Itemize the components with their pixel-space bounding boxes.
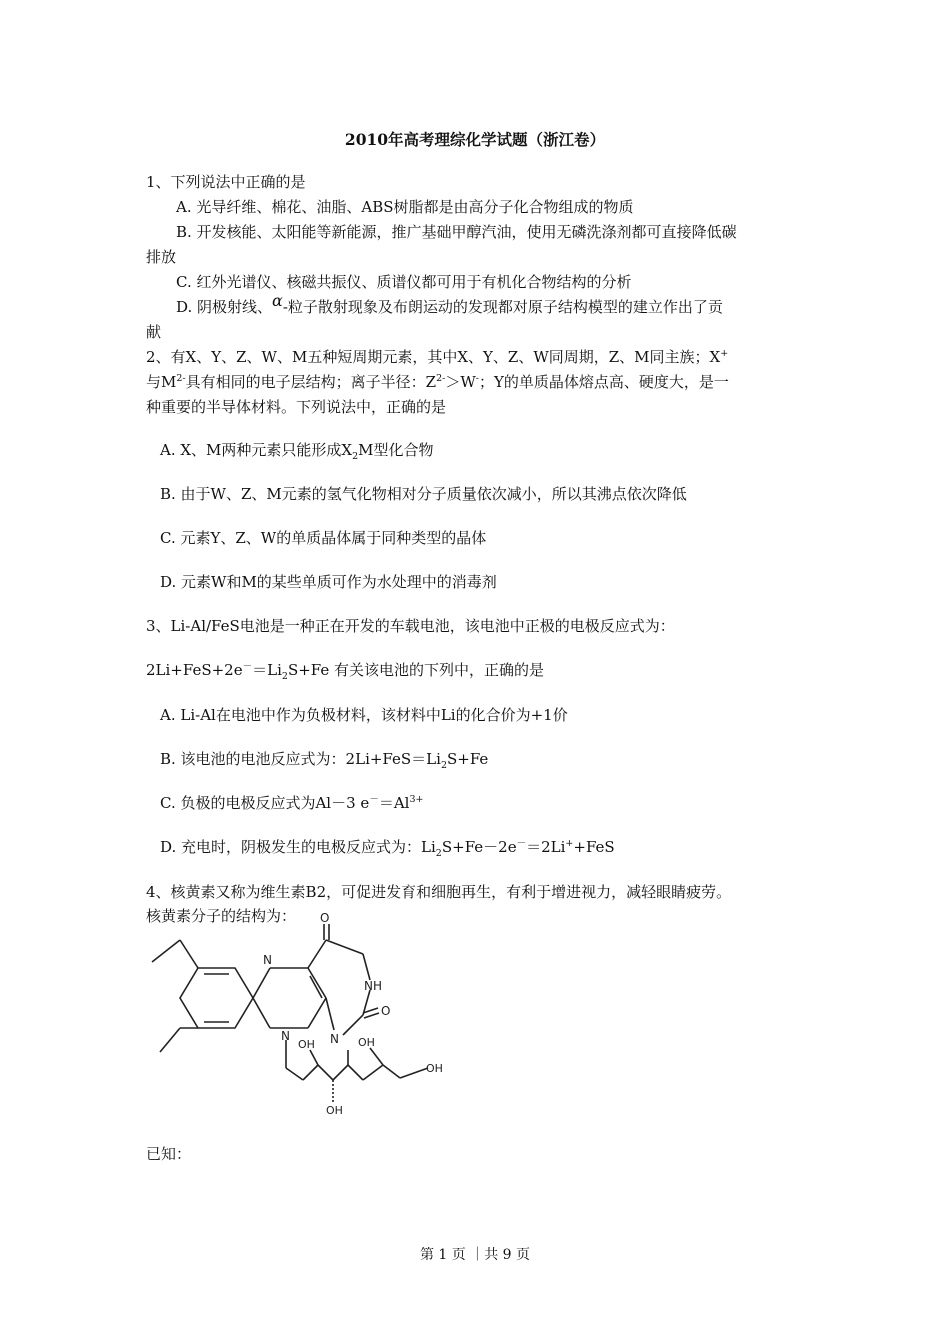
label-o-right: O [381,1004,391,1018]
alpha-symbol: α [272,291,283,310]
q4-stem-line2: 核黄素分子的结构为： [146,907,297,925]
label-o-top: O [320,911,330,925]
q2-option-b: B. 由于W、Z、M元素的氢气化物相对分子质量依次减小，所以其沸点依次降低 [160,485,687,503]
q2-option-d: D. 元素W和M的某些单质可作为水处理中的消毒剂 [160,573,497,591]
label-n-bottom: N [281,1029,290,1043]
q3-option-b: B. 该电池的电池反应式为：$2Li+FeS=Li_2S+Fe$ [160,750,489,771]
q1-option-d-line1: D. 阴极射线、α-粒子散射现象及布朗运动的发现都对原子结构模型的建立作出了贡 [176,291,723,316]
q2-stem-line1: 2、有X、Y、Z、W、M五种短周期元素，其中X、Y、Z、W同周期，Z、M同主族；X+ [146,348,729,366]
q3-option-d: D. 充电时，阴极发生的电极反应式为：$Li_2S+Fe-2e^-=2Li^++FeS$ [160,838,615,859]
q3-equation: $2Li+FeS+2e^-=Li_2S+Fe$ 有关该电池的下列中，正确的是 [146,661,545,682]
label-oh-2: OH [358,1036,375,1049]
q3-stem: 3、Li-Al/FeS电池是一种正在开发的车载电池，该电池中正极的电极反应式为： [146,617,675,635]
q1-option-c: C. 红外光谱仪、核磁共振仪、质谱仪都可用于有机化合物结构的分析 [176,273,632,291]
q1-option-b-line2: 排放 [146,248,177,266]
document-title: 2010年高考理综化学试题（浙江卷） [344,130,606,149]
label-oh-1: OH [298,1038,315,1051]
q1-stem: 1、下列说法中正确的是 [146,173,306,191]
q2-option-a: A. X、M两种元素只能形成$X_2M$型化合物 [160,441,434,462]
q2-option-c: C. 元素Y、Z、W的单质晶体属于同种类型的晶体 [160,529,487,547]
q1-option-b-line1: B. 开发核能、太阳能等新能源，推广基础甲醇汽油，使用无磷洗涤剂都可直接降低碳 [176,223,737,241]
label-n-ring-top: N [263,953,272,967]
q3-option-c: C. 负极的电极反应式为Al－3 $e^-=Al^{3+}$ [160,794,424,812]
page-footer: 第 1 页 ｜共 9 页 [419,1247,531,1263]
label-n-ring-mid: N [330,1032,339,1046]
label-oh-4: OH [326,1104,343,1117]
label-nh: NH [364,979,382,993]
q4-known-label: 已知： [146,1145,192,1163]
label-oh-3: OH [426,1062,443,1075]
q4-stem-line1: 4、核黄素又称为维生素B2，可促进发育和细胞再生，有利于增进视力，减轻眼睛疲劳。 [146,883,732,901]
q1-option-a: A. 光导纤维、棉花、油脂、ABS树脂都是由高分子化合物组成的物质 [176,198,634,216]
q3-option-a: A. Li-Al在电池中作为负极材料，该材料中Li的化合价为+1价 [160,706,568,724]
q1-option-d-line2: 献 [146,323,162,341]
q2-stem-line2: 与$M^{2-}$具有相同的电子层结构；离子半径：$Z^{2-}>W^-$；Y的单质晶体熔点高、硬度大，是一 [146,373,729,391]
q2-stem-line3: 种重要的半导体材料。下列说法中，正确的是 [146,398,447,416]
